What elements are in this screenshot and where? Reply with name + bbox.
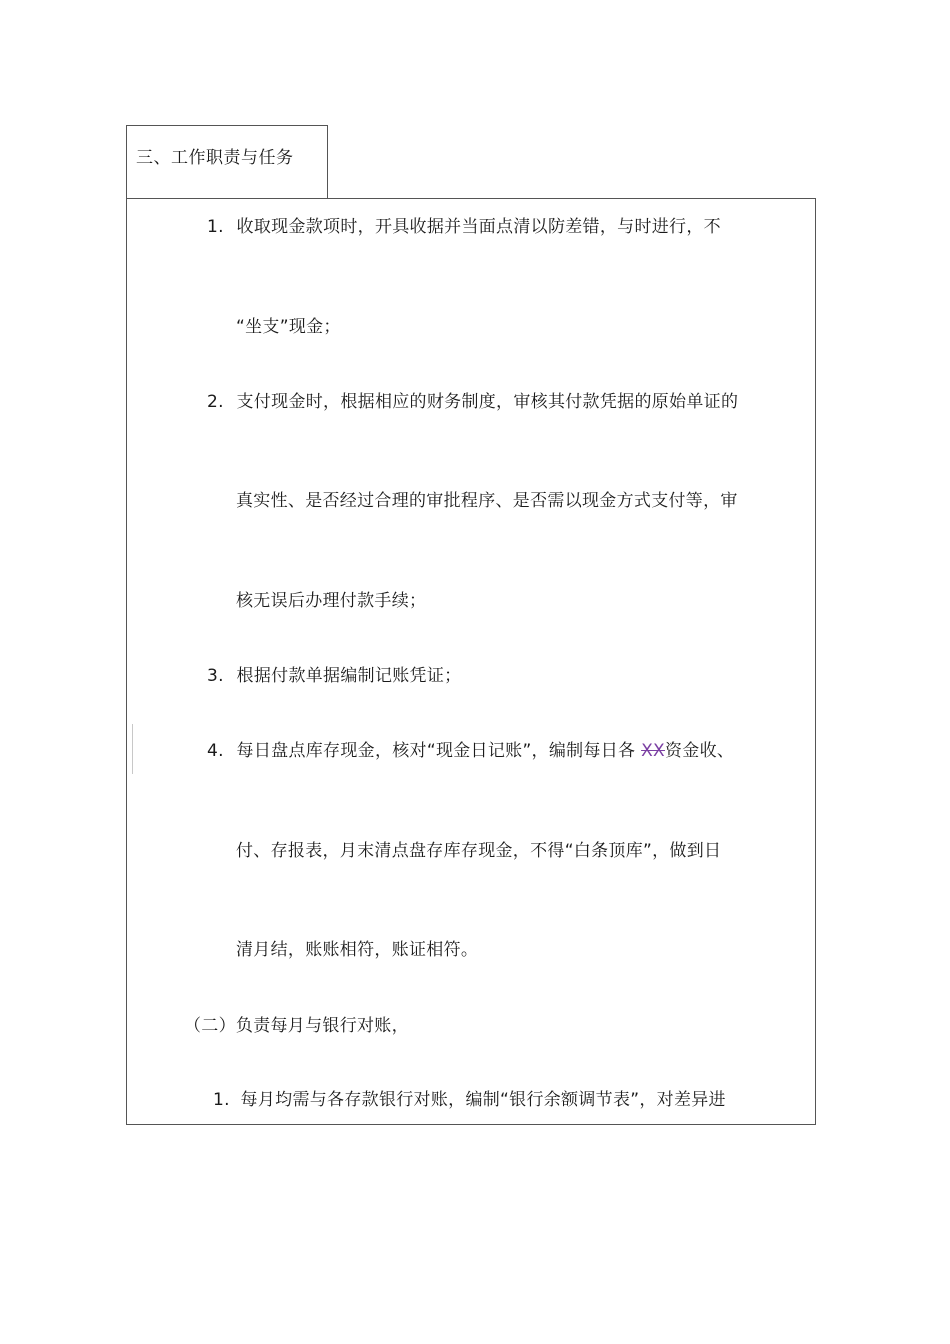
section-header-cell bbox=[126, 125, 328, 199]
list-item-2-line-1 bbox=[207, 391, 738, 413]
list-item-1-number: 1. bbox=[207, 217, 224, 237]
list-item-2-text: 支付现金时，根据相应的财务制度，审核其付款凭据的原始单证的 bbox=[236, 392, 739, 412]
list-item-4-text-b: 资金收、 bbox=[664, 741, 735, 761]
list-item-2-line-2: 真实性、是否经过合理的审批程序、是否需以现金方式支付等，审 bbox=[236, 491, 738, 511]
list-item-3-line-1 bbox=[207, 665, 461, 687]
subsection-2-item-1-number: 1. bbox=[213, 1090, 230, 1110]
revision-margin-mark bbox=[132, 724, 133, 774]
content-table-cell bbox=[126, 198, 816, 1125]
subsection-2-item-1-text: 每月均需与各存款银行对账，编制“银行余额调节表”，对差异进 bbox=[240, 1090, 726, 1110]
list-item-4-line-1 bbox=[207, 740, 734, 762]
struck-revision-text: XX bbox=[641, 741, 665, 761]
list-item-4-number: 4. bbox=[207, 741, 224, 761]
list-item-2-number: 2. bbox=[207, 392, 224, 412]
list-item-1-text: 收取现金款项时，开具收据并当面点清以防差错，与时进行，不 bbox=[236, 217, 721, 237]
list-item-1-line-1 bbox=[207, 216, 721, 238]
subsection-2-item-1-line-1 bbox=[213, 1089, 726, 1111]
list-item-4-line-3: 清月结，账账相符，账证相符。 bbox=[236, 940, 479, 960]
list-item-3-number: 3. bbox=[207, 666, 224, 686]
list-item-4-line-2: 付、存报表，月末清点盘存库存现金，不得“白条顶库”，做到日 bbox=[236, 841, 722, 861]
list-item-3-text: 根据付款单据编制记账凭证； bbox=[236, 666, 462, 686]
list-item-1-line-2: “坐支”现金； bbox=[236, 317, 341, 337]
section-title: 三、工作职责与任务 bbox=[136, 148, 294, 168]
subsection-2-heading: （二）负责每月与银行对账， bbox=[184, 1016, 409, 1036]
list-item-4-text-a: 每日盘点库存现金，核对“现金日记账”，编制每日各 bbox=[236, 741, 642, 761]
list-item-2-line-3: 核无误后办理付款手续； bbox=[236, 591, 427, 611]
